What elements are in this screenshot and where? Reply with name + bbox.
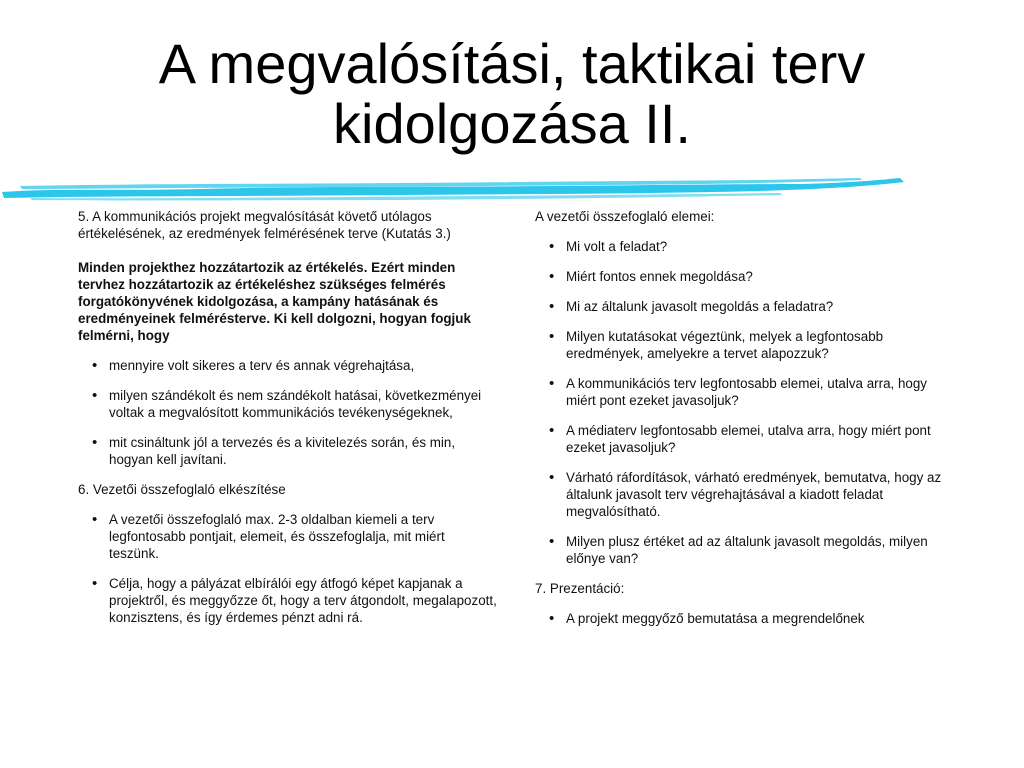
list-item-text: Milyen kutatásokat végeztünk, melyek a legfontosabb eredmények, amelyekre a tervet alapozzuk? (566, 329, 884, 361)
list-item (535, 610, 955, 627)
right-column (535, 208, 955, 627)
section-5-heading: 5. A kommunikációs projekt megvalósítását követő utólagos értékelésének, az eredmények felmérésének terve (Kutatás 3.) (78, 209, 451, 241)
list-item (535, 238, 955, 255)
list-item (535, 298, 955, 315)
list-item (78, 511, 498, 562)
list-item-text: Miért fontos ennek megoldása? (566, 269, 753, 284)
bullet-icon: • (549, 298, 555, 315)
summary-elements-heading: A vezetői összefoglaló elemei: (535, 209, 715, 224)
list-item-text: Várható ráfordítások, várható eredmények, bemutatva, hogy az általunk javasolt terv végrehajtásával a kiadott feladat megvalósítható. (566, 470, 942, 519)
list-item-text: Mi az általunk javasolt megoldás a feladatra? (566, 299, 834, 314)
bullet-icon: • (549, 238, 555, 255)
section-6-heading: 6. Vezetői összefoglaló elkészítése (78, 482, 286, 497)
evaluation-paragraph: Minden projekthez hozzátartozik az értékelés. Ezért minden tervhez hozzátartozik az értékeléshez szükséges felmérés forgatókönyvének kidolgozása, a kampány hatásának és eredményeinek felmérésterve. Ki kell dolgozni, hogyan fogjuk felmérni, hogy (78, 260, 471, 343)
list-item-text: A kommunikációs terv legfontosabb elemei, utalva arra, hogy miért pont ezeket javasoljuk? (566, 376, 927, 408)
list-item-text: milyen szándékolt és nem szándékolt hatásai, következményei voltak a megvalósított kommunikációs tevékenységeknek, (109, 388, 482, 420)
list-item-text: mennyire volt sikeres a terv és annak végrehajtása, (109, 358, 415, 373)
bullet-icon: • (549, 375, 555, 392)
list-item (535, 268, 955, 285)
list-item (78, 434, 498, 468)
left-column (78, 208, 498, 626)
bullet-icon: • (92, 511, 98, 528)
bullet-icon: • (92, 434, 98, 451)
list-item-text: Mi volt a feladat? (566, 239, 668, 254)
list-item-text: A vezetői összefoglaló max. 2-3 oldalban kiemeli a terv legfontosabb pontjait, elemeit, és összefoglalja, mit miért teszünk. (109, 512, 445, 561)
list-item-text: Milyen plusz értéket ad az általunk javasolt megoldás, milyen előnye van? (566, 534, 928, 566)
list-item (535, 328, 955, 362)
list-item-text: Célja, hogy a pályázat elbírálói egy átfogó képet kapjanak a projektről, és meggyőzze őt, hogy a terv átgondolt, megalapozott, konzisztens, és így érdemes pénzt adni rá. (109, 576, 497, 625)
slide-title-line-1: A megvalósítási, taktikai terv (158, 32, 866, 95)
brush-stroke-divider (0, 172, 1024, 202)
list-item (78, 357, 498, 374)
presentation-bullet-list (535, 610, 955, 627)
bullet-icon: • (549, 422, 555, 439)
section-7-heading: 7. Prezentáció: (535, 581, 625, 596)
list-item-text: A projekt meggyőző bemutatása a megrendelőnek (566, 611, 865, 626)
list-item (535, 375, 955, 409)
bullet-icon: • (92, 575, 98, 592)
list-item (78, 387, 498, 421)
bullet-icon: • (549, 268, 555, 285)
bullet-icon: • (549, 610, 555, 627)
slide-title (0, 34, 1024, 154)
list-item (535, 533, 955, 567)
slide-title-line-2: kidolgozása II. (333, 92, 691, 155)
list-item (535, 469, 955, 520)
bullet-icon: • (549, 328, 555, 345)
evaluation-bullet-list (78, 357, 498, 468)
bullet-icon: • (92, 387, 98, 404)
list-item (78, 575, 498, 626)
summary-bullet-list (78, 511, 498, 626)
bullet-icon: • (549, 533, 555, 550)
summary-elements-list (535, 238, 955, 567)
bullet-icon: • (92, 357, 98, 374)
list-item-text: A médiaterv legfontosabb elemei, utalva arra, hogy miért pont ezeket javasoljuk? (566, 423, 931, 455)
list-item-text: mit csináltunk jól a tervezés és a kivitelezés során, és min, hogyan kell javítani. (109, 435, 456, 467)
list-item (535, 422, 955, 456)
bullet-icon: • (549, 469, 555, 486)
